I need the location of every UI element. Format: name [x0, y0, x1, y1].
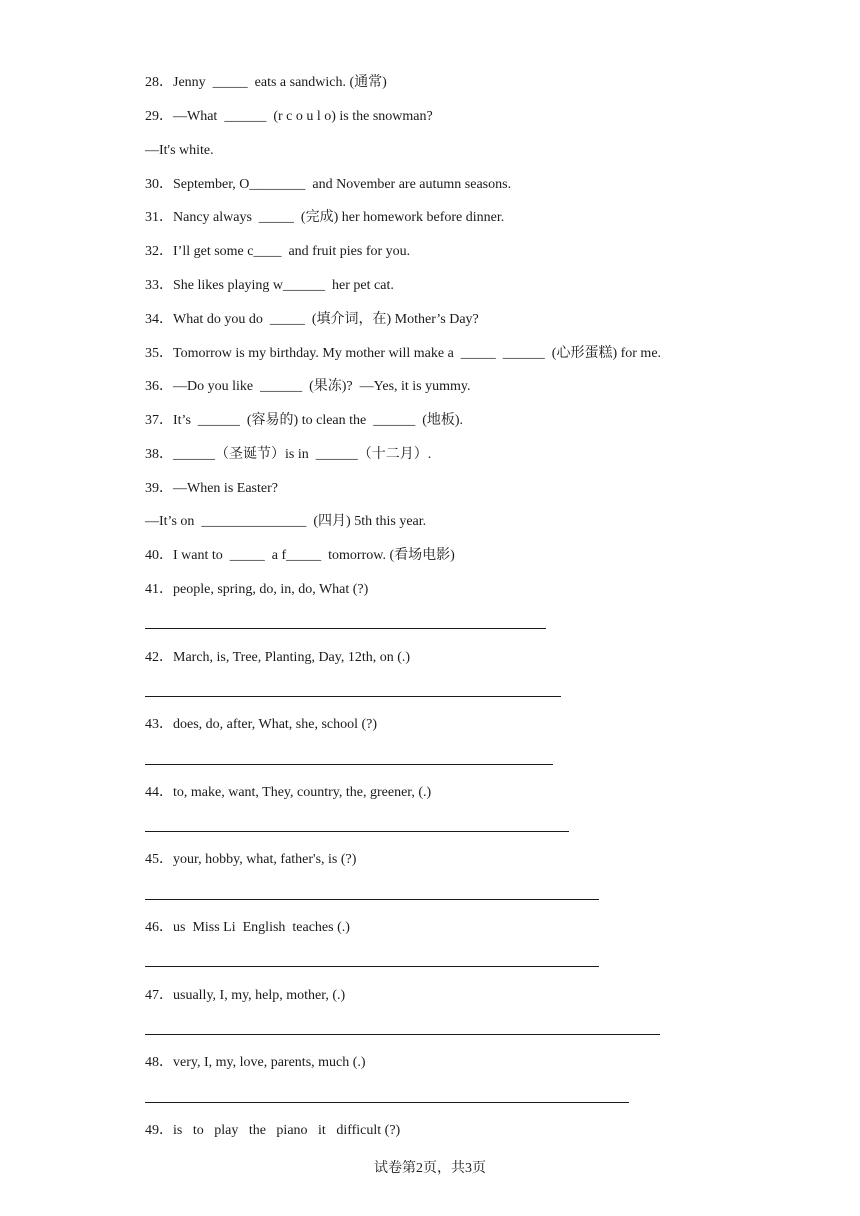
- question-37: 37．It’s ______ (容易的) to clean the ______ (地板).: [145, 413, 464, 428]
- question-41: 41．people, spring, do, in, do, What (?): [145, 582, 369, 597]
- question-31: 31．Nancy always _____ (完成) her homework before dinner.: [145, 210, 505, 225]
- page-footer: 试卷第2页，共3页: [374, 1161, 486, 1176]
- question-40: 40．I want to _____ a f_____ tomorrow. (看场电影): [145, 548, 455, 563]
- question-42: 42．March, is, Tree, Planting, Day, 12th, on (.): [145, 650, 411, 665]
- question-35: 35．Tomorrow is my birthday. My mother will make a _____ ______ (心形蛋糕) for me.: [145, 346, 662, 361]
- answer-line-47[interactable]: [145, 1034, 660, 1035]
- answer-line-43[interactable]: [145, 764, 553, 765]
- question-46: 46．us Miss Li English teaches (.): [145, 920, 350, 935]
- answer-line-44[interactable]: [145, 831, 569, 832]
- answer-line-46[interactable]: [145, 966, 599, 967]
- question-30: 30．September, O________ and November are autumn seasons.: [145, 177, 512, 192]
- question-43: 43．does, do, after, What, she, school (?): [145, 717, 378, 732]
- question-29-answer: —It's white.: [145, 143, 214, 158]
- question-32: 32．I’ll get some c____ and fruit pies for you.: [145, 244, 411, 259]
- answer-line-41[interactable]: [145, 628, 546, 629]
- question-47: 47．usually, I, my, help, mother, (.): [145, 988, 346, 1003]
- question-38: 38．______（圣诞节）is in ______（十二月）.: [145, 447, 432, 462]
- question-33: 33．She likes playing w______ her pet cat.: [145, 278, 394, 293]
- answer-line-45[interactable]: [145, 899, 599, 900]
- question-39-answer: —It’s on _______________ (四月) 5th this year.: [145, 514, 427, 529]
- question-36: 36．—Do you like ______ (果冻)? —Yes, it is yummy.: [145, 379, 471, 394]
- question-49: 49．is to play the piano it difficult (?): [145, 1123, 401, 1138]
- answer-line-42[interactable]: [145, 696, 561, 697]
- question-48: 48．very, I, my, love, parents, much (.): [145, 1055, 366, 1070]
- question-45: 45．your, hobby, what, father's, is (?): [145, 852, 357, 867]
- question-28: 28．Jenny _____ eats a sandwich. (通常): [145, 75, 387, 90]
- question-39: 39．—When is Easter?: [145, 481, 278, 496]
- answer-line-48[interactable]: [145, 1102, 629, 1103]
- question-34: 34．What do you do _____ (填介词，在) Mother’s Day?: [145, 312, 479, 327]
- question-44: 44．to, make, want, They, country, the, greener, (.): [145, 785, 432, 800]
- question-29: 29．—What ______ (r c o u l o) is the snowman?: [145, 109, 433, 124]
